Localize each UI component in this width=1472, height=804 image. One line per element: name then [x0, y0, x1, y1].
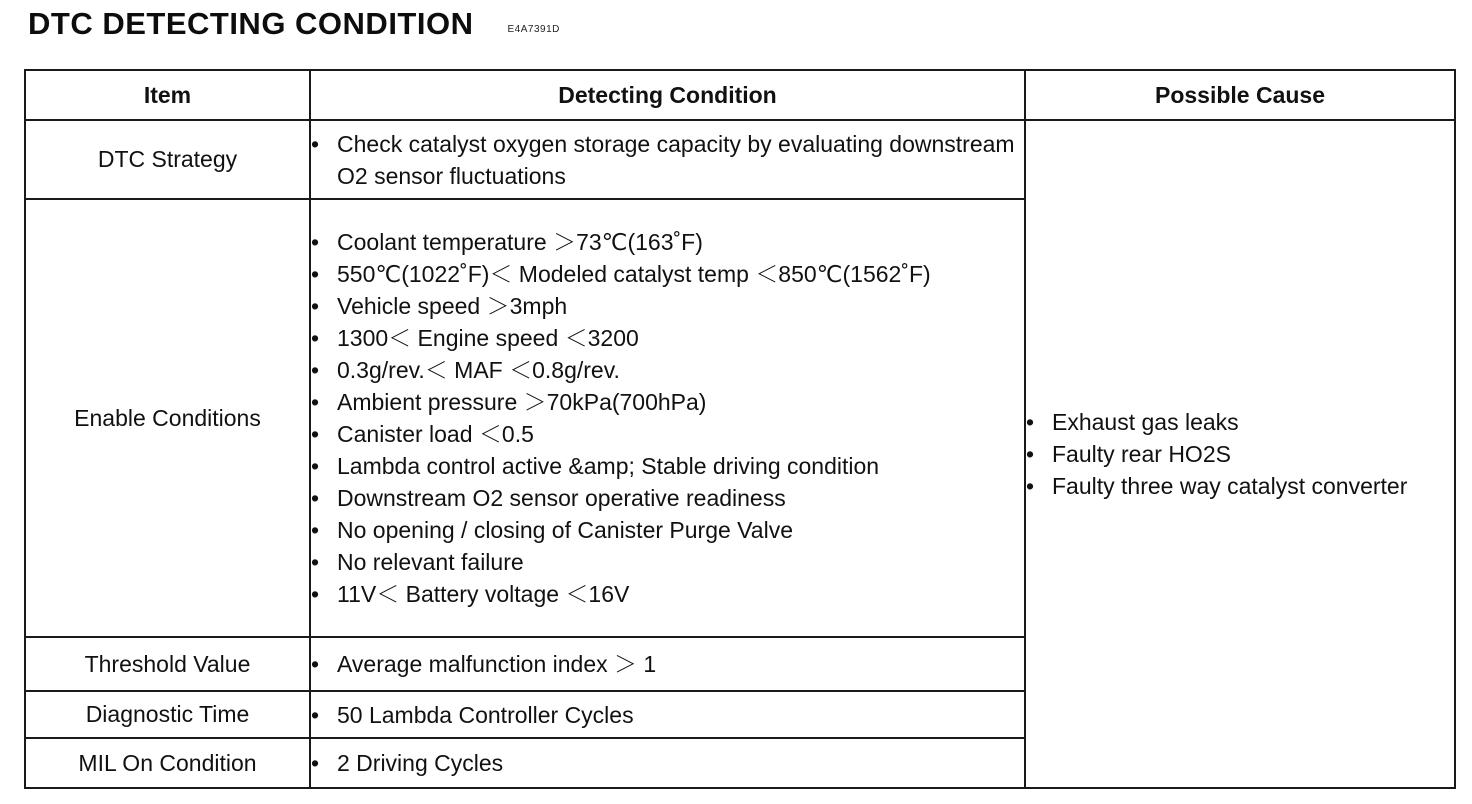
list-item: • Average malfunction index ＞ 1 — [311, 648, 1024, 680]
list-item: • 0.3g/rev.＜ MAF ＜0.8g/rev. — [311, 354, 1024, 386]
list-item: • 50 Lambda Controller Cycles — [311, 699, 1024, 731]
table-row — [25, 120, 1455, 199]
list-item: • Ambient pressure ＞70kPa(700hPa) — [311, 386, 1024, 418]
condition-cell — [310, 120, 1025, 199]
condition-cell — [310, 637, 1025, 691]
column-header-possible-cause: Possible Cause — [1025, 70, 1455, 120]
item-cell: Enable Conditions — [25, 199, 310, 637]
condition-cell — [310, 738, 1025, 788]
condition-list — [311, 648, 1024, 680]
list-item: • Vehicle speed ＞3mph — [311, 290, 1024, 322]
list-item: • Faulty rear HO2S — [1026, 438, 1454, 470]
list-item: • Check catalyst oxygen storage capacity by evaluating downstream O2 sensor fluctuations — [311, 128, 1024, 192]
condition-list — [311, 128, 1024, 192]
list-item: • Faulty three way catalyst converter — [1026, 470, 1454, 502]
condition-list — [311, 226, 1024, 610]
list-item: • 2 Driving Cycles — [311, 747, 1024, 779]
list-item: • Exhaust gas leaks — [1026, 406, 1454, 438]
condition-cell — [310, 199, 1025, 637]
possible-cause-cell — [1025, 120, 1455, 788]
column-header-detecting-condition: Detecting Condition — [310, 70, 1025, 120]
cause-list — [1026, 406, 1454, 502]
item-cell: DTC Strategy — [25, 120, 310, 199]
list-item: • Lambda control active &amp; Stable driving condition — [311, 450, 1024, 482]
list-item: • Downstream O2 sensor operative readiness — [311, 482, 1024, 514]
item-cell: Threshold Value — [25, 637, 310, 691]
condition-list — [311, 747, 1024, 779]
table-header-row — [25, 70, 1455, 120]
condition-list — [311, 699, 1024, 731]
list-item: • No relevant failure — [311, 546, 1024, 578]
dtc-table — [24, 69, 1456, 789]
list-item: • No opening / closing of Canister Purge Valve — [311, 514, 1024, 546]
item-cell: Diagnostic Time — [25, 691, 310, 738]
column-header-item: Item — [25, 70, 310, 120]
page-title: DTC DETECTING CONDITION — [28, 6, 474, 41]
list-item: • Canister load ＜0.5 — [311, 418, 1024, 450]
list-item: • 11V＜ Battery voltage ＜16V — [311, 578, 1024, 610]
list-item: • 550℃(1022˚F)＜ Modeled catalyst temp ＜850℃(1562˚F) — [311, 258, 1024, 290]
list-item: • 1300＜ Engine speed ＜3200 — [311, 322, 1024, 354]
document-code: E4A7391D — [507, 23, 560, 35]
condition-cell — [310, 691, 1025, 738]
item-cell: MIL On Condition — [25, 738, 310, 788]
list-item: • Coolant temperature ＞73℃(163˚F) — [311, 226, 1024, 258]
header — [28, 4, 560, 44]
